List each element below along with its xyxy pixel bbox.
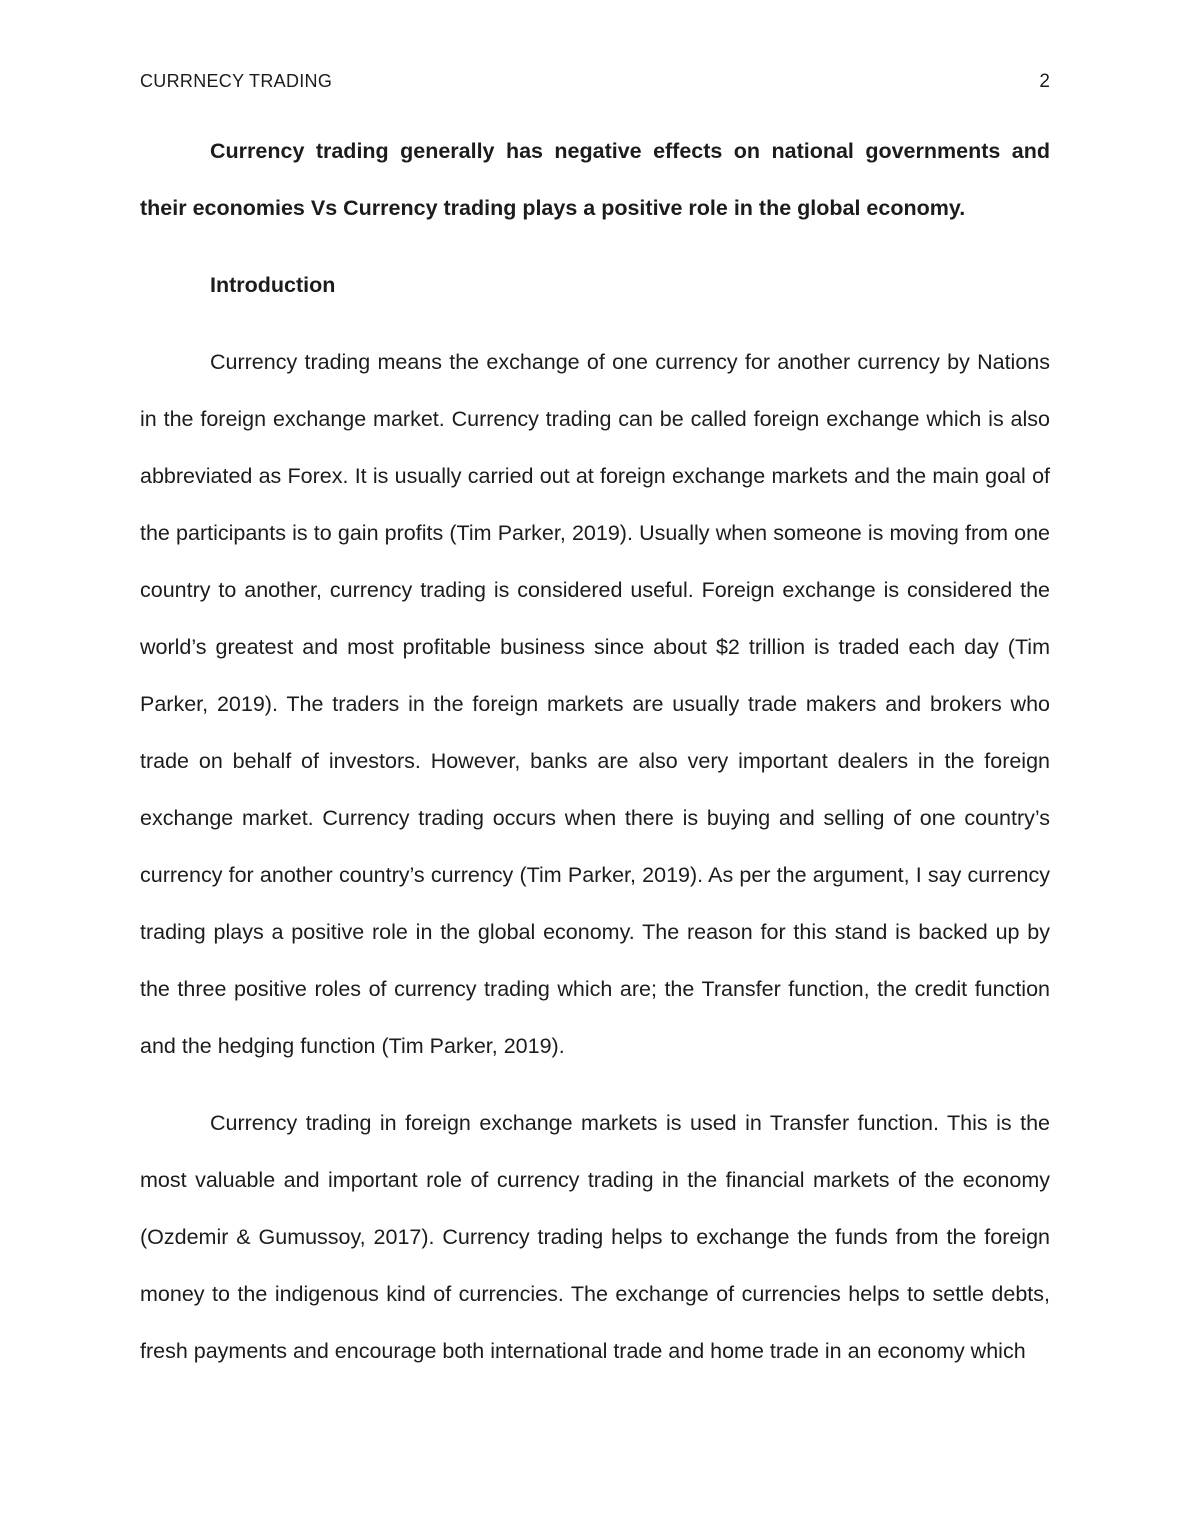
document-body (140, 123, 1050, 1380)
section-heading-introduction: Introduction (210, 273, 336, 297)
essay-title: Currency trading generally has negative effects on national governments and their economies Vs Currency trading plays a positive role in the global economy. (140, 139, 1050, 220)
page-number: 2 (1039, 71, 1050, 92)
paragraph-1: Currency trading means the exchange of one currency for another currency by Nations in the foreign exchange market. Currency trading can be called foreign exchange which is also abbreviated as Forex. It is usually carried out at foreign exchange markets and the main goal of the participants is to gain profits (Tim Parker, 2019). Usually when someone is moving from one country to another, currency trading is considered useful. Foreign exchange is considered the world’s greatest and most profitable business since about $2 trillion is traded each day (Tim Parker, 2019). The traders in the foreign markets are usually trade makers and brokers who trade on behalf of investors. However, banks are also very important dealers in the foreign exchange market. Currency trading occurs when there is buying and selling of one country’s currency for another country’s currency (Tim Parker, 2019). As per the argument, I say currency trading plays a positive role in the global economy. The reason for this stand is backed up by the three positive roles of currency trading which are; the Transfer function, the credit function and the hedging function (Tim Parker, 2019). (140, 350, 1050, 1058)
page-header (140, 70, 1050, 93)
paragraph-2: Currency trading in foreign exchange markets is used in Transfer function. This is the most valuable and important role of currency trading in the financial markets of the economy (Ozdemir & Gumussoy, 2017). Currency trading helps to exchange the funds from the foreign money to the indigenous kind of currencies. The exchange of currencies helps to settle debts, fresh payments and encourage both international trade and home trade in an economy which (140, 1111, 1050, 1363)
running-head: CURRNECY TRADING (140, 71, 333, 91)
